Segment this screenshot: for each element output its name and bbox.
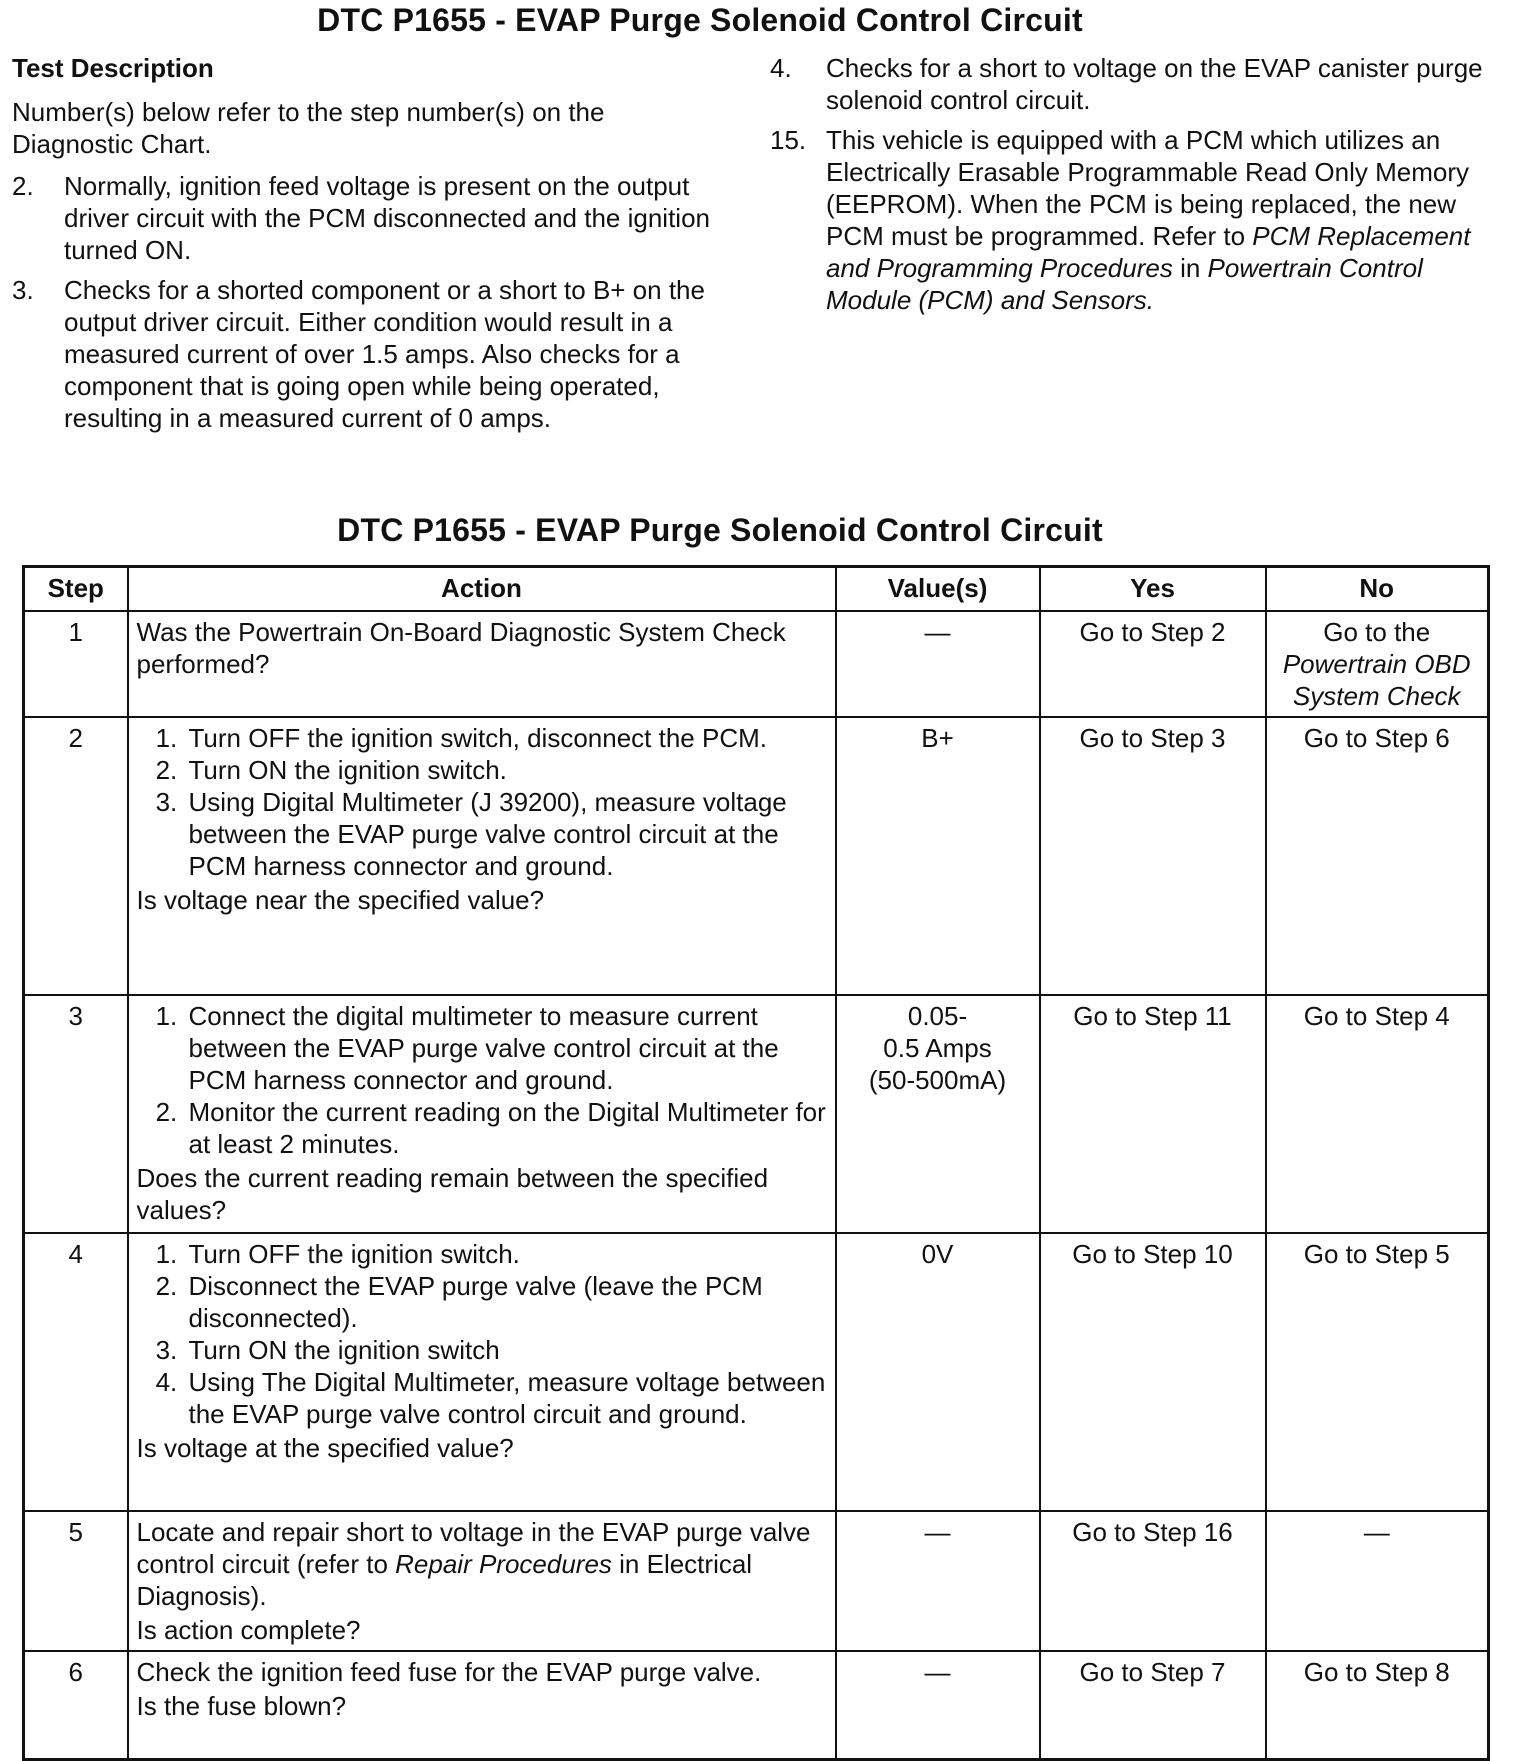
yes-cell: Go to Step 3	[1040, 717, 1266, 995]
description-item-number: 15.	[770, 125, 807, 155]
value-cell: B+	[836, 717, 1040, 995]
action-cell	[128, 1651, 836, 1759]
step-number: 5	[24, 1511, 128, 1651]
description-item	[770, 124, 1510, 316]
no-cell	[1266, 611, 1489, 717]
yes-cell: Go to Step 2	[1040, 611, 1266, 717]
action-reference: Repair Procedures	[395, 1549, 612, 1579]
action-cell	[128, 717, 836, 995]
value-cell: —	[836, 1511, 1040, 1651]
description-item-number: 2.	[12, 171, 34, 201]
description-item-text: This vehicle is equipped with a PCM which utilizes an Electrically Erasable Programmable Read Only Memory (EEPROM). When the PCM is being replaced, the new PCM must be programmed. Refer to	[826, 125, 1470, 251]
description-item-number: 4.	[770, 53, 792, 83]
description-item	[12, 170, 712, 266]
chart-title: DTC P1655 - EVAP Purge Solenoid Control Circuit	[337, 512, 1103, 548]
no-cell: Go to Step 6	[1266, 717, 1489, 995]
no-cell: Go to Step 5	[1266, 1233, 1489, 1511]
action-question: Is voltage at the specified value?	[136, 1433, 514, 1463]
no-cell: Go to Step 8	[1266, 1651, 1489, 1759]
page-title: DTC P1655 - EVAP Purge Solenoid Control Circuit	[317, 2, 1083, 38]
action-text	[137, 1516, 827, 1612]
no-text: Go to the	[1323, 617, 1431, 647]
description-item	[770, 52, 1510, 116]
table-row	[24, 611, 1489, 717]
step-number: 4	[24, 1233, 128, 1511]
table-header-row	[24, 567, 1489, 612]
description-item-text: in	[1172, 253, 1208, 283]
header-action: Action	[128, 567, 836, 612]
header-no: No	[1266, 567, 1489, 612]
value-line: 0.05-	[907, 1001, 968, 1031]
substep: 2. Monitor the current reading on the Digital Multimeter for at least 2 minutes.	[185, 1096, 827, 1160]
action-question: Is the fuse blown?	[136, 1691, 347, 1721]
table-row	[24, 1233, 1489, 1511]
yes-cell: Go to Step 7	[1040, 1651, 1266, 1759]
test-description-intro: Number(s) below refer to the step number(s) on the Diagnostic Chart.	[12, 97, 605, 159]
action-cell	[128, 1511, 836, 1651]
no-cell: —	[1266, 1511, 1489, 1651]
action-cell	[128, 995, 836, 1233]
value-cell	[836, 995, 1040, 1233]
substep-list	[137, 1000, 827, 1160]
value-cell: —	[836, 611, 1040, 717]
yes-cell: Go to Step 10	[1040, 1233, 1266, 1511]
step-number: 6	[24, 1651, 128, 1759]
action-cell	[128, 611, 836, 717]
table-row	[24, 1511, 1489, 1651]
yes-cell: Go to Step 11	[1040, 995, 1266, 1233]
description-item-text: Normally, ignition feed voltage is present on the output driver circuit with the PCM disconnected and the ignition turned ON.	[64, 171, 710, 265]
action-question: Is action complete?	[136, 1615, 361, 1645]
action-text-part: Locate and repair short to voltage in the EVAP purge valve control circuit (refer to	[136, 1517, 811, 1579]
substep: 1. Turn OFF the ignition switch.	[185, 1238, 827, 1270]
action-cell	[128, 1233, 836, 1511]
step-number: 3	[24, 995, 128, 1233]
test-description-right	[770, 52, 1510, 324]
step-number: 1	[24, 611, 128, 717]
diagnostic-table	[22, 565, 1490, 1761]
substep: 4. Using The Digital Multimeter, measure voltage between the EVAP purge valve control circuit and ground.	[185, 1366, 827, 1430]
table-row	[24, 1651, 1489, 1759]
test-description-heading: Test Description	[12, 53, 214, 83]
substep-list	[137, 1238, 827, 1430]
header-yes: Yes	[1040, 567, 1266, 612]
substep: 1. Turn OFF the ignition switch, disconnect the PCM.	[185, 722, 827, 754]
yes-cell: Go to Step 16	[1040, 1511, 1266, 1651]
action-question: Is voltage near the specified value?	[136, 885, 545, 915]
description-item-link-text: PCM Replacement and Programming Procedures	[826, 221, 1471, 283]
value-cell: —	[836, 1651, 1040, 1759]
substep-list	[137, 722, 827, 882]
header-values: Value(s)	[836, 567, 1040, 612]
description-item-link-text: Powertrain Control Module (PCM) and Sensors.	[826, 253, 1423, 315]
description-item-text: Checks for a short to voltage on the EVAP canister purge solenoid control circuit.	[826, 53, 1483, 115]
substep: 3. Turn ON the ignition switch	[185, 1334, 827, 1366]
description-item-number: 3.	[12, 275, 34, 305]
description-item	[12, 274, 712, 434]
action-text: Check the ignition feed fuse for the EVAP purge valve.	[136, 1657, 762, 1687]
value-cell: 0V	[836, 1233, 1040, 1511]
substep: 2. Disconnect the EVAP purge valve (leave the PCM disconnected).	[185, 1270, 827, 1334]
no-reference: Powertrain OBD System Check	[1282, 649, 1471, 711]
step-number: 2	[24, 717, 128, 995]
no-cell: Go to Step 4	[1266, 995, 1489, 1233]
action-text: Was the Powertrain On-Board Diagnostic System Check performed?	[136, 617, 786, 679]
value-line: 0.5 Amps	[883, 1033, 992, 1063]
description-item-text: Checks for a shorted component or a short to B+ on the output driver circuit. Either condition would result in a measured current of over 1.5 amps. Also checks for a component that is going open while being operated, resulting in a measured current of 0 amps.	[64, 275, 705, 433]
test-description-left	[12, 52, 712, 442]
value-line: (50-500mA)	[868, 1065, 1007, 1095]
table-row	[24, 995, 1489, 1233]
substep: 3. Using Digital Multimeter (J 39200), measure voltage between the EVAP purge valve control circuit at the PCM harness connector and ground.	[185, 786, 827, 882]
action-question: Does the current reading remain between the specified values?	[136, 1163, 769, 1225]
substep: 2. Turn ON the ignition switch.	[185, 754, 827, 786]
substep: 1. Connect the digital multimeter to measure current between the EVAP purge valve control circuit at the PCM harness connector and ground.	[185, 1000, 827, 1096]
action-text-part: in Electrical Diagnosis).	[136, 1549, 753, 1611]
header-step: Step	[24, 567, 128, 612]
table-row	[24, 717, 1489, 995]
